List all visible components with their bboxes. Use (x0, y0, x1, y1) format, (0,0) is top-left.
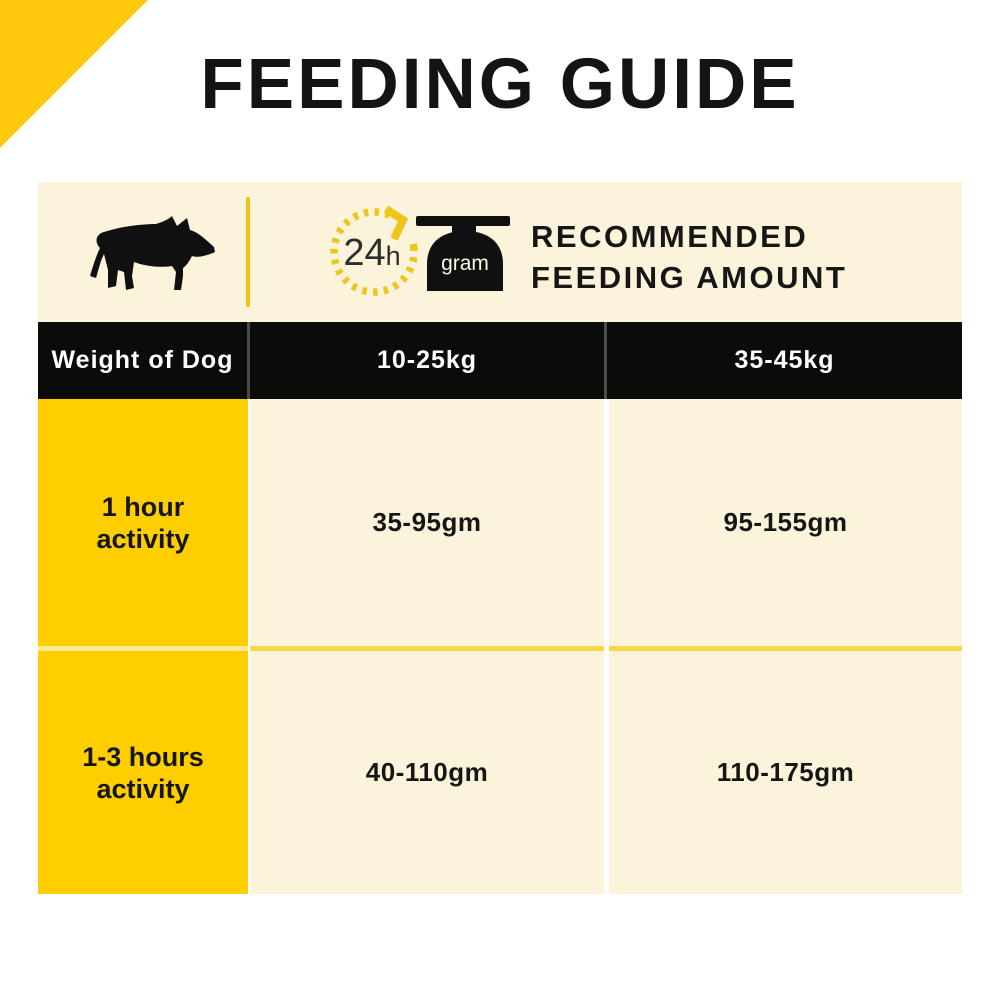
row-label-line-2: activity (96, 773, 190, 804)
table-header-band (38, 182, 962, 322)
heading-line-1: RECOMMENDED (531, 219, 809, 254)
value-1hour-10-25kg: 35-95gm (250, 399, 604, 646)
recommended-feeding-heading (531, 216, 847, 298)
value-1-3hours-35-45kg: 110-175gm (609, 651, 962, 894)
clock-unit-label: h (385, 241, 401, 271)
row-label-1-3-hours-activity (38, 651, 248, 894)
gram-scale-icon (416, 214, 510, 296)
table-row-1-3-hours-activity (38, 651, 962, 894)
scale-gram-label: gram (441, 252, 489, 275)
value-1hour-35-45kg: 95-155gm (609, 399, 962, 646)
column-header-35-45kg: 35-45kg (734, 346, 835, 374)
row-label-line-1: 1-3 hours (82, 741, 204, 772)
row-label-line-2: activity (96, 523, 190, 554)
page-title: FEEDING GUIDE (200, 45, 800, 124)
clock-number-label: 24 (343, 232, 386, 274)
row-label-line-1: 1 hour (101, 491, 185, 522)
header-vertical-divider (246, 197, 250, 307)
feeding-table (38, 182, 962, 894)
value-1-3hours-10-25kg: 40-110gm (250, 651, 604, 894)
table-row-1-hour-activity (38, 399, 962, 646)
column-header-row (38, 322, 962, 399)
24h-clock-icon (322, 200, 426, 304)
column-header-weight-of-dog: Weight of Dog (51, 346, 234, 374)
row-label-1-hour-activity (38, 399, 248, 646)
heading-line-2: FEEDING AMOUNT (531, 260, 848, 295)
column-header-10-25kg: 10-25kg (376, 346, 478, 374)
dog-silhouette-icon (86, 214, 218, 292)
